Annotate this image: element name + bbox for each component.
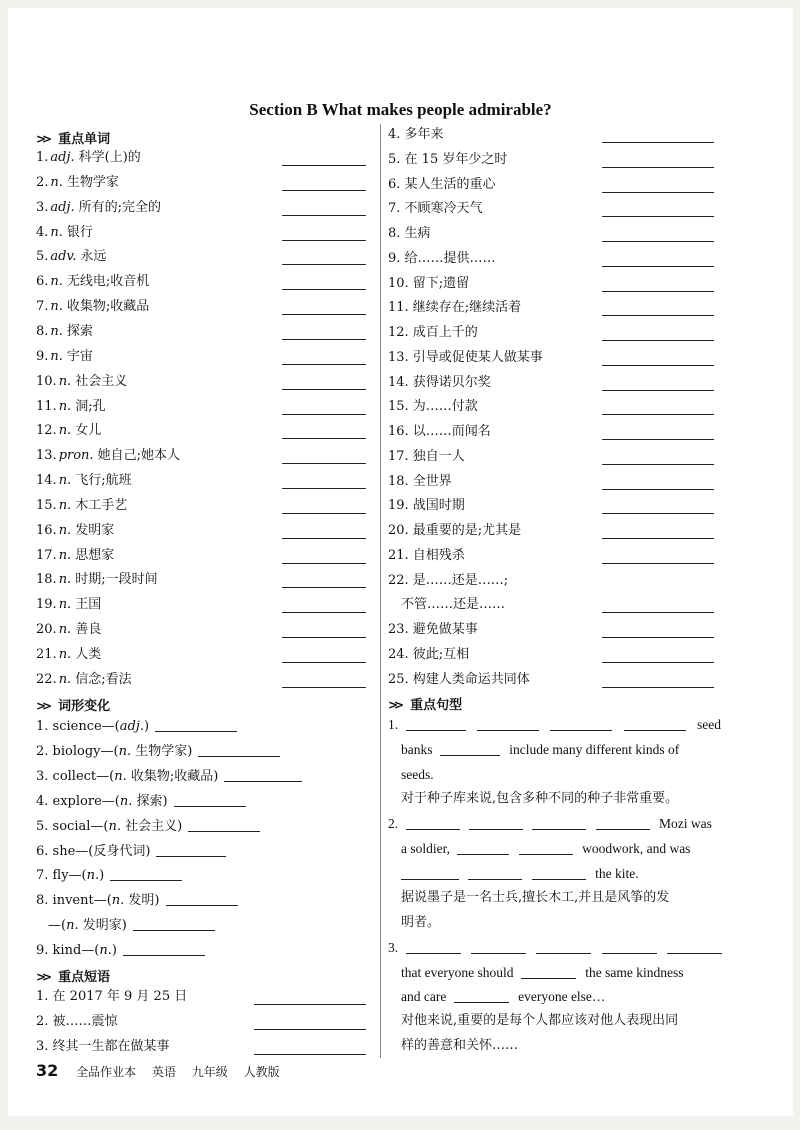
part-of-speech: n. [58, 497, 72, 513]
answer-blank[interactable] [174, 792, 246, 807]
word-meaning: 银行 [66, 224, 93, 240]
item-number: 15. [36, 497, 57, 513]
answer-blank[interactable] [110, 866, 182, 881]
answer-blank[interactable] [282, 314, 366, 315]
column-divider [380, 124, 381, 1058]
answer-blank[interactable] [401, 865, 459, 880]
word-item [36, 149, 141, 167]
word-item [36, 174, 119, 192]
word-item [36, 621, 101, 639]
word-meaning: 女儿 [75, 423, 102, 439]
part-of-speech: n. [111, 893, 125, 908]
part-of-speech: n. [114, 769, 127, 784]
word-meaning: 科学(上)的 [78, 150, 141, 165]
answer-blank[interactable] [282, 687, 366, 688]
word-meaning: 她自己;她本人 [97, 448, 180, 464]
answer-blank[interactable] [282, 463, 366, 464]
answer-blank[interactable] [536, 939, 591, 954]
part-of-speech: n. [66, 918, 79, 933]
answer-blank[interactable] [468, 865, 522, 880]
double-chevron-icon: >> [36, 132, 49, 146]
word-item [36, 447, 180, 465]
form-prompt: 3. collect—( [36, 769, 115, 784]
part-of-speech: n. [58, 622, 72, 638]
word-meaning: 王国 [75, 597, 102, 613]
form-meaning: ) [144, 719, 150, 734]
answer-blank[interactable] [166, 891, 238, 906]
form-prompt: 4. explore—( [36, 794, 120, 809]
item-number: 10. [36, 373, 57, 389]
answer-blank[interactable] [602, 390, 714, 391]
answer-blank[interactable] [477, 716, 539, 731]
part-of-speech: n. [119, 794, 133, 809]
part-of-speech: n. [50, 348, 63, 364]
item-number: 12. [36, 423, 57, 439]
word-meaning: 发明家 [75, 522, 115, 538]
phrase-item: 20. 最重要的是;尤其是 [388, 523, 522, 538]
answer-blank[interactable] [602, 563, 714, 564]
answer-blank[interactable] [282, 165, 366, 166]
part-of-speech: n. [118, 744, 132, 759]
part-of-speech: n. [50, 174, 63, 190]
answer-blank[interactable] [602, 513, 714, 514]
item-number: 8. [36, 323, 49, 339]
word-item [36, 671, 132, 689]
word-meaning: 木工手艺 [75, 497, 128, 513]
phrase-item: 15. 为……付款 [388, 399, 478, 415]
part-of-speech: n. [50, 323, 63, 339]
answer-blank[interactable] [282, 587, 366, 588]
item-number: 5. [36, 249, 49, 265]
word-form-item [36, 742, 280, 761]
answer-blank[interactable] [602, 241, 714, 242]
answer-blank[interactable] [624, 716, 686, 731]
form-prompt: 6. she—(反身代词) [36, 844, 151, 859]
word-item [36, 646, 101, 664]
item-number: 19. [36, 597, 57, 613]
word-item [36, 373, 127, 391]
form-meaning: 探索) [132, 794, 168, 809]
word-meaning: 永远 [80, 249, 107, 265]
answer-blank[interactable] [532, 815, 586, 830]
phrase-item: 23. 避免做某事 [388, 622, 478, 637]
word-item [36, 497, 127, 515]
part-of-speech: adj. [119, 719, 145, 734]
form-meaning: 收集物;收藏品) [126, 769, 219, 784]
phrase-item: 11. 继续存在;继续活着 [388, 300, 522, 316]
word-meaning: 宇宙 [66, 348, 93, 364]
phrase-item: 13. 引导或促使某人做某事 [388, 349, 543, 365]
sentence-3-translation-1: 对他来说,重要的是每个人都应该对他人表现出同 [401, 1013, 679, 1028]
part-of-speech: n. [58, 522, 72, 538]
answer-blank[interactable] [156, 842, 226, 857]
item-number: 1. [36, 150, 49, 165]
sentence-1-line-2: banks include many different kinds of [401, 742, 680, 757]
phrase-item: 24. 彼此;互相 [388, 646, 470, 662]
word-meaning: 思想家 [75, 547, 115, 563]
answer-blank[interactable] [282, 414, 366, 415]
item-number: 20. [36, 622, 57, 638]
word-item [36, 248, 106, 266]
word-meaning: 善良 [75, 622, 102, 638]
item-number: 9. [36, 348, 49, 364]
sentence-1-line-3: seeds. [401, 767, 434, 782]
grade: 九年级 [191, 1065, 228, 1079]
answer-blank[interactable] [282, 662, 366, 663]
phrase-item: 16. 以……而闻名 [388, 424, 491, 439]
word-item [36, 273, 149, 291]
phrase-item: 3. 终其一生都在做某事 [36, 1039, 170, 1054]
part-of-speech: n. [50, 274, 63, 290]
word-form-item [36, 941, 205, 960]
answer-blank[interactable] [602, 216, 714, 217]
item-number: 21. [36, 647, 57, 662]
part-of-speech: adv. [50, 249, 77, 265]
answer-blank[interactable] [602, 662, 714, 663]
answer-blank[interactable] [519, 840, 573, 855]
sentence-2-translation-2: 明者。 [401, 915, 441, 930]
form-meaning: 发明家) [78, 918, 127, 933]
phrase-item: 5. 在 15 岁年少之时 [388, 151, 508, 167]
page-title: Section B What makes people admirable? [249, 100, 552, 119]
word-form-item [36, 767, 302, 786]
answer-blank[interactable] [602, 637, 714, 638]
answer-blank[interactable] [282, 190, 366, 191]
word-meaning: 人类 [75, 647, 102, 662]
phrase-item: 不管……还是…… [401, 597, 506, 613]
subject: 英语 [151, 1065, 176, 1079]
double-chevron-icon: >> [36, 970, 49, 984]
answer-blank[interactable] [602, 365, 714, 366]
word-meaning: 探索 [66, 323, 93, 339]
word-meaning: 无线电;收音机 [66, 274, 150, 290]
phrase-item: 21. 自相残杀 [388, 547, 465, 563]
phrase-item: 17. 独自一人 [388, 448, 465, 464]
word-form-item [36, 792, 246, 811]
phrase-item: 1. 在 2017 年 9 月 25 日 [36, 989, 188, 1004]
worksheet-page [8, 8, 793, 1116]
form-prompt: —( [48, 918, 67, 933]
part-of-speech: n. [99, 943, 112, 958]
item-number: 4. [36, 224, 49, 240]
phrase-item: 22. 是……还是……; [388, 572, 509, 588]
sentence-1-line-1: 1. seed [388, 717, 721, 732]
book-name: 全品作业本 [76, 1065, 137, 1079]
answer-blank[interactable] [155, 717, 237, 732]
phrase-item: 14. 获得诺贝尔奖 [388, 374, 491, 390]
item-number: 7. [36, 299, 49, 315]
answer-blank[interactable] [667, 939, 722, 954]
answer-blank[interactable] [440, 741, 500, 756]
word-meaning: 飞行;航班 [75, 473, 132, 489]
page-footer [36, 1061, 292, 1080]
word-form-item [36, 866, 182, 885]
answer-blank[interactable] [254, 1004, 366, 1005]
part-of-speech: pron. [58, 448, 94, 464]
part-of-speech: n. [58, 597, 72, 613]
word-form-item [48, 916, 215, 935]
answer-blank[interactable] [602, 489, 714, 490]
word-item [36, 596, 101, 614]
sentence-3-line-3: and care everyone else… [401, 989, 606, 1004]
part-of-speech: n. [58, 398, 72, 414]
word-meaning: 信念;看法 [75, 671, 132, 687]
part-of-speech: n. [58, 572, 72, 588]
answer-blank[interactable] [602, 439, 714, 440]
word-item [36, 571, 158, 589]
answer-blank[interactable] [282, 513, 366, 514]
answer-blank[interactable] [602, 612, 714, 613]
item-number: 6. [36, 274, 49, 290]
phrase-item: 4. 多年来 [388, 127, 444, 142]
word-item [36, 224, 93, 242]
answer-blank[interactable] [282, 438, 366, 439]
answer-blank[interactable] [282, 289, 366, 290]
answer-blank[interactable] [282, 538, 366, 539]
part-of-speech: n. [58, 647, 72, 662]
word-item [36, 522, 114, 540]
part-of-speech: n. [50, 224, 63, 240]
word-meaning: 所有的;完全的 [78, 199, 162, 215]
sentence-2-translation-1: 据说墨子是一名士兵,擅长木工,并且是风筝的发 [401, 890, 670, 905]
edition: 人教版 [243, 1065, 280, 1079]
word-form-item [36, 717, 237, 736]
item-number: 11. [36, 398, 57, 414]
word-meaning: 洞;孔 [75, 398, 106, 414]
item-number: 22. [36, 671, 57, 687]
item-number: 18. [36, 572, 57, 588]
answer-blank[interactable] [602, 291, 714, 292]
sentence-1-translation: 对于种子库来说,包含多种不同的种子非常重要。 [401, 791, 679, 806]
phrase-item: 10. 留下;遗留 [388, 275, 470, 291]
answer-blank[interactable] [282, 563, 366, 564]
answer-blank[interactable] [224, 767, 302, 782]
answer-blank[interactable] [282, 215, 366, 216]
sentence-2-line-3: the kite. [401, 865, 639, 883]
phrase-item: 8. 生病 [388, 226, 431, 241]
part-of-speech: adj. [50, 199, 75, 215]
form-prompt: 7. fly—( [36, 868, 87, 883]
form-prompt: 2. biology—( [36, 744, 119, 759]
phrase-item: 18. 全世界 [388, 473, 452, 489]
part-of-speech: n. [58, 671, 72, 687]
answer-blank[interactable] [521, 964, 576, 979]
item-number: 16. [36, 522, 57, 538]
form-meaning: ) [99, 868, 105, 883]
answer-blank[interactable] [406, 939, 461, 954]
answer-blank[interactable] [133, 916, 215, 931]
item-number: 14. [36, 473, 57, 489]
answer-blank[interactable] [254, 1029, 366, 1030]
section-header-words: >> 重点单词 [36, 132, 111, 147]
section-header-sentences: >> 重点句型 [388, 698, 463, 713]
answer-blank[interactable] [602, 142, 714, 143]
word-item [36, 199, 161, 217]
answer-blank[interactable] [406, 815, 460, 830]
answer-blank[interactable] [457, 840, 509, 855]
answer-blank[interactable] [282, 264, 366, 265]
item-number: 17. [36, 547, 57, 563]
page-number: 32 [36, 1061, 59, 1080]
answer-blank[interactable] [198, 742, 280, 757]
answer-blank[interactable] [123, 941, 205, 956]
word-meaning: 社会主义 [75, 373, 128, 389]
form-prompt: 5. social—( [36, 819, 109, 834]
part-of-speech: adj. [50, 150, 75, 165]
word-item [36, 348, 93, 366]
form-meaning: 发明) [124, 893, 160, 908]
part-of-speech: n. [50, 299, 63, 315]
phrase-item: 7. 不顾寒冷天气 [388, 201, 483, 217]
form-prompt: 1. science—( [36, 719, 120, 734]
answer-blank[interactable] [602, 687, 714, 688]
answer-blank[interactable] [471, 939, 526, 954]
answer-blank[interactable] [282, 240, 366, 241]
answer-blank[interactable] [602, 192, 714, 193]
answer-blank[interactable] [282, 612, 366, 613]
phrase-item: 25. 构建人类命运共同体 [388, 671, 530, 687]
answer-blank[interactable] [282, 364, 366, 365]
word-meaning: 生物学家 [66, 174, 119, 190]
answer-blank[interactable] [596, 815, 650, 830]
part-of-speech: n. [58, 373, 72, 389]
word-item [36, 472, 132, 490]
answer-blank[interactable] [602, 315, 714, 316]
word-item [36, 547, 114, 565]
double-chevron-icon: >> [388, 698, 401, 712]
sentence-3-line-1: 3. [388, 939, 722, 957]
answer-blank[interactable] [550, 716, 612, 731]
word-form-item [36, 817, 260, 836]
answer-blank[interactable] [469, 815, 523, 830]
word-item [36, 298, 149, 316]
word-meaning: 收集物;收藏品 [66, 299, 150, 315]
section-header-phrases: >> 重点短语 [36, 970, 111, 985]
item-number: 13. [36, 448, 57, 464]
part-of-speech: n. [58, 547, 72, 563]
part-of-speech: n. [58, 423, 72, 439]
answer-blank[interactable] [406, 716, 466, 731]
answer-blank[interactable] [282, 637, 366, 638]
phrase-item: 6. 某人生活的重心 [388, 176, 496, 192]
answer-blank[interactable] [602, 464, 714, 465]
word-meaning: 时期;一段时间 [75, 572, 158, 588]
form-meaning: 生物学家) [131, 744, 193, 759]
double-chevron-icon: >> [36, 699, 49, 713]
phrase-item: 19. 战国时期 [388, 498, 465, 514]
word-item [36, 398, 106, 416]
item-number: 3. [36, 199, 49, 215]
part-of-speech: n. [108, 819, 121, 834]
sentence-3-translation-2: 样的善意和关怀…… [401, 1038, 519, 1053]
form-meaning: ) [111, 943, 117, 958]
answer-blank[interactable] [188, 817, 260, 832]
phrase-item: 12. 成百上千的 [388, 325, 478, 340]
answer-blank[interactable] [532, 865, 586, 880]
form-meaning: 社会主义) [120, 819, 183, 834]
sentence-2-line-1: 2. Mozi was [388, 816, 712, 831]
answer-blank[interactable] [282, 488, 366, 489]
part-of-speech: n. [86, 868, 100, 883]
answer-blank[interactable] [254, 1054, 366, 1055]
section-header-forms: >> 词形变化 [36, 699, 111, 714]
answer-blank[interactable] [454, 988, 509, 1003]
answer-blank[interactable] [602, 167, 714, 168]
phrase-item: 2. 被……震惊 [36, 1014, 118, 1029]
answer-blank[interactable] [602, 939, 657, 954]
phrase-item: 9. 给……提供…… [388, 250, 496, 266]
word-item [36, 422, 101, 440]
answer-blank[interactable] [602, 538, 714, 539]
answer-blank[interactable] [602, 266, 714, 267]
answer-blank[interactable] [602, 340, 714, 341]
item-number: 2. [36, 174, 49, 190]
part-of-speech: n. [58, 473, 72, 489]
answer-blank[interactable] [282, 389, 366, 390]
word-item [36, 323, 93, 341]
answer-blank[interactable] [282, 339, 366, 340]
word-form-item [36, 842, 226, 861]
answer-blank[interactable] [602, 414, 714, 415]
sentence-3-line-2: that everyone should the same kindness [401, 965, 684, 980]
sentence-2-line-2: a soldier, woodwork, and was [401, 841, 691, 856]
form-prompt: 8. invent—( [36, 893, 112, 908]
word-form-item [36, 891, 238, 910]
form-prompt: 9. kind—( [36, 943, 100, 958]
